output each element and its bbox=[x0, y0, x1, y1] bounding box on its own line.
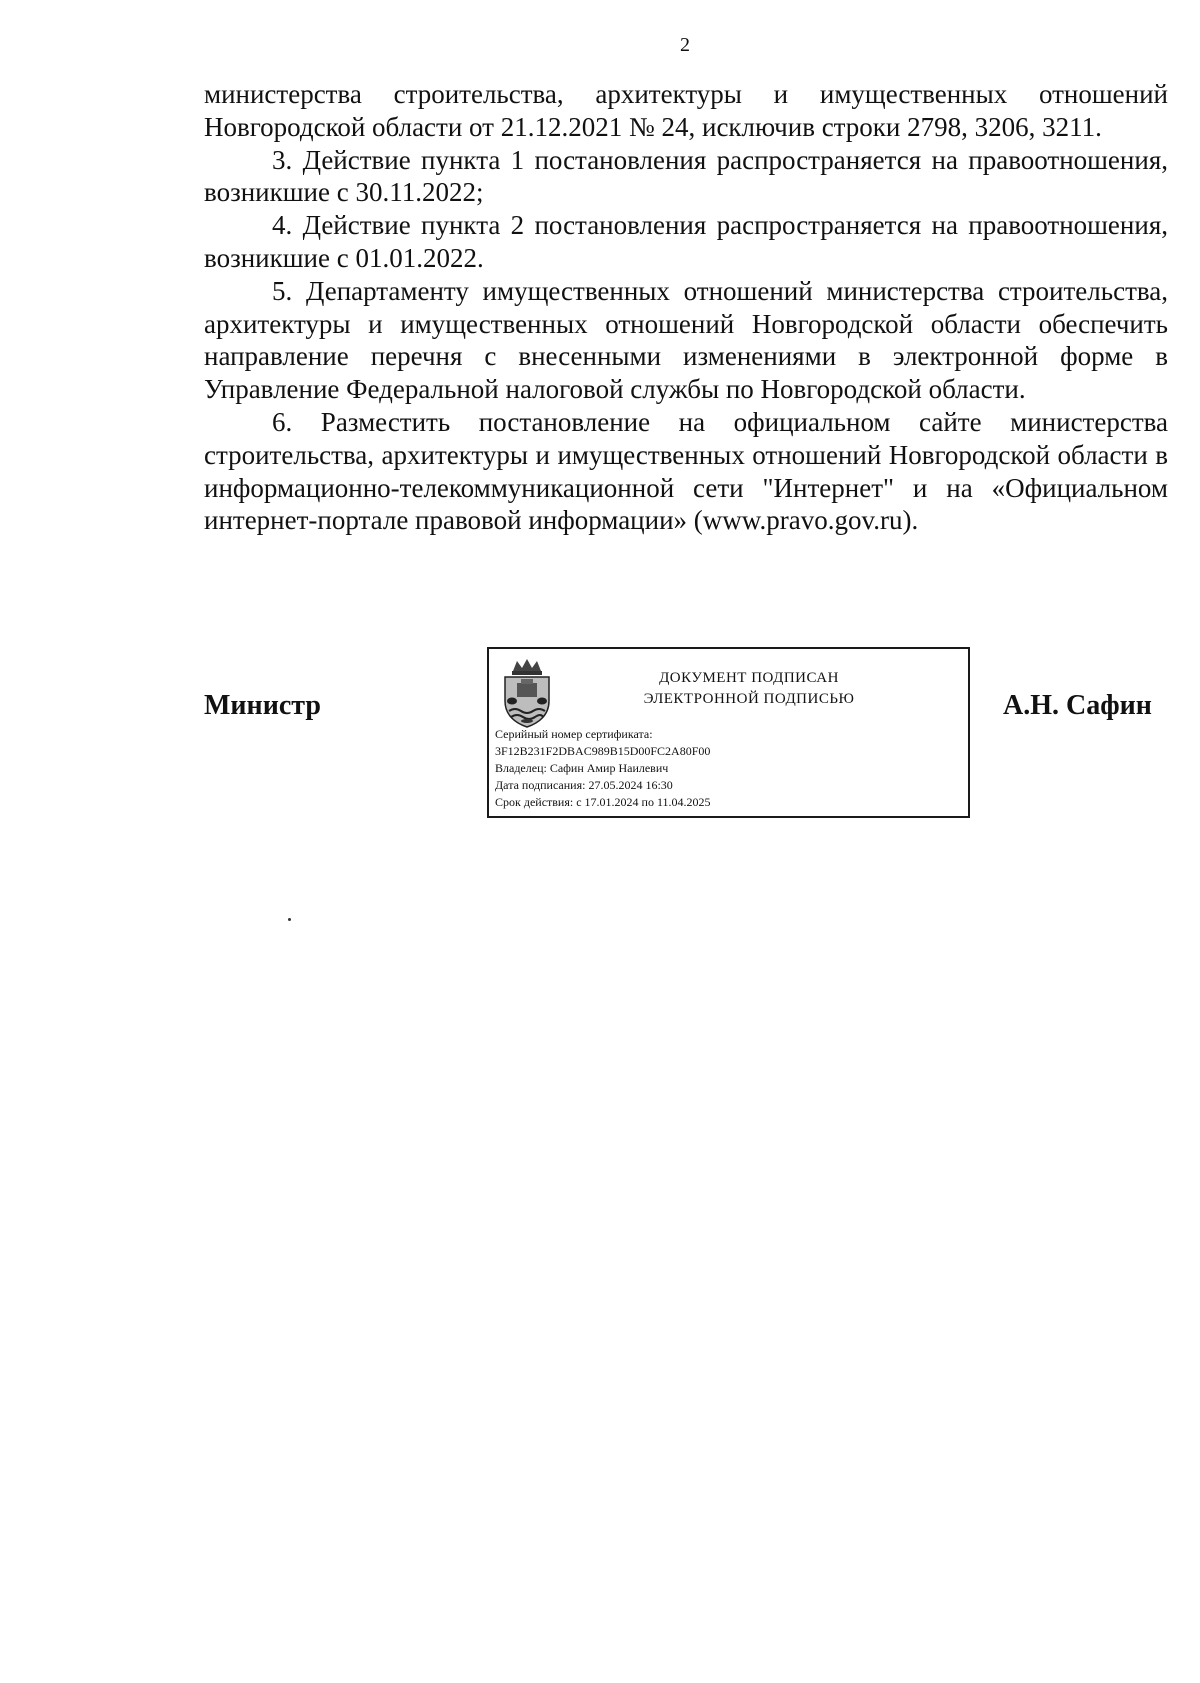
certificate-serial-value: 3F12B231F2DBAC989B15D00FC2A80F00 bbox=[495, 744, 711, 758]
paragraph-item-4: 4. Действие пункта 2 постановления распространяется на правоотношения, возникшие с 01.01.2022. bbox=[204, 210, 1168, 273]
paragraph-item-3: 3. Действие пункта 1 постановления распространяется на правоотношения, возникшие с 30.11.2022; bbox=[204, 144, 1168, 208]
novgorod-coat-of-arms-icon bbox=[497, 657, 557, 729]
paragraph-item-5: 5. Департаменту имущественных отношений министерства строительства, архитектуры и имущественных отношений Новгородской области обеспечить направление перечня с внесенными изменениями в электронной форме в Управление Федеральной налоговой службы по Новгородской области. bbox=[204, 275, 1168, 405]
paragraph-item-6: 6. Разместить постановление на официальном сайте министерства строительства, архитектуры и имущественных отношений Новгородской области в информационно-телекоммуникационной сети "Интернет" и на «Официальном интернет-портале правовой информации» (www.pravo.gov.ru). bbox=[204, 406, 1168, 536]
certificate-serial-label: Серийный номер сертификата: bbox=[495, 727, 653, 741]
certificate-owner: Владелец: Сафин Амир Наилевич bbox=[495, 761, 669, 775]
signatory-name: А.Н. Сафин bbox=[1003, 690, 1152, 721]
certificate-validity: Срок действия: с 17.01.2024 по 11.04.2025 bbox=[495, 795, 711, 809]
stamp-title bbox=[569, 668, 929, 710]
document-body bbox=[204, 78, 1168, 537]
stamp-title-line1: ДОКУМЕНТ ПОДПИСАН bbox=[659, 670, 839, 686]
stamp-title-line2: ЭЛЕКТРОННОЙ ПОДПИСЬЮ bbox=[643, 691, 855, 707]
scan-speck bbox=[288, 918, 291, 921]
stamp-details bbox=[495, 726, 711, 811]
paragraph-continuation: министерства строительства, архитектуры и имущественных отношений Новгородской области от 21.12.2021 № 24, исключив строки 2798, 3206, 3211. bbox=[204, 79, 1168, 142]
page-number: 2 bbox=[680, 34, 690, 56]
signing-date: Дата подписания: 27.05.2024 16:30 bbox=[495, 778, 673, 792]
electronic-signature-stamp bbox=[487, 647, 970, 818]
signatory-position: Министр bbox=[204, 690, 321, 721]
